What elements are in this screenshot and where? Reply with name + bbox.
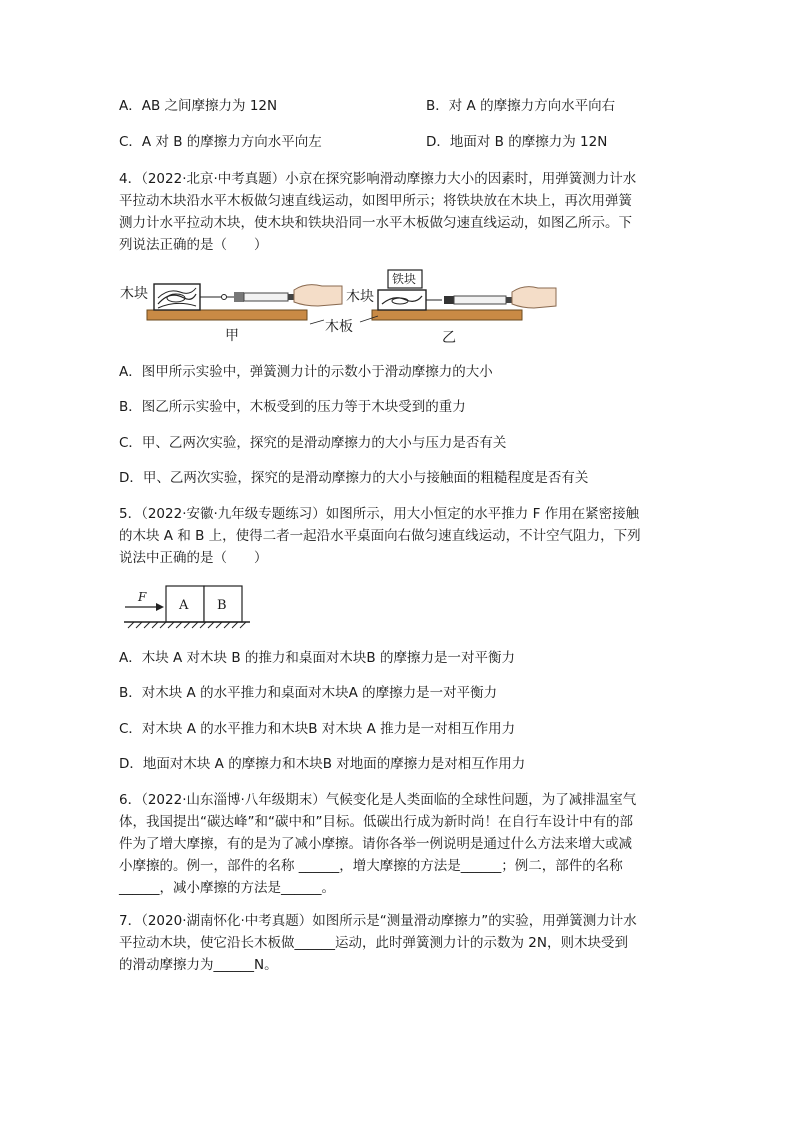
- q4-option-a: A．图甲所示实验中，弹簧测力计的示数小于滑动摩擦力的大小: [119, 364, 493, 380]
- q6-stem-line-3: 件为了增大摩擦，有的是为了减小摩擦。请你各举一例说明是通过什么方法来增大或减: [119, 836, 632, 852]
- q4-friction-experiment-figure: [110, 264, 570, 354]
- q4-option-c: C．甲、乙两次实验，探究的是滑动摩擦力的大小与压力是否有关: [119, 435, 507, 451]
- q3-option-a: A．AB 之间摩擦力为 12N: [119, 98, 278, 114]
- q4-option-d: D．甲、乙两次实验，探究的是滑动摩擦力的大小与接触面的粗糙程度是否有关: [119, 470, 589, 486]
- q5-option-c: C．对木块 A 的水平推力和木块B 对木块 A 推力是一对相互作用力: [119, 721, 516, 737]
- wood-block-left: [154, 284, 200, 310]
- q6-stem-line-4: 小摩擦的。例一，部件的名称 ______，增大摩擦的方法是______；例二，部件的名称: [119, 858, 623, 874]
- wooden-board-right: [372, 310, 522, 320]
- q5-stem-line-2: 的木块 A 和 B 上，使得二者一起沿水平桌面向右做匀速直线运动，不计空气阻力，下列: [119, 528, 641, 544]
- q7-stem-line-3: 的滑动摩擦力为______N。: [119, 957, 278, 973]
- q4-caption-left: 甲: [225, 328, 239, 344]
- q4-label-block-right: 木块: [346, 289, 374, 305]
- wooden-board-left: [147, 310, 307, 320]
- q5-stem-line-1: 5．（2022·安徽·九年级专题练习）如图所示，用大小恒定的水平推力 F 作用在紧密接触: [119, 506, 640, 522]
- q6-stem-line-1: 6．（2022·山东淄博·八年级期末）气候变化是人类面临的全球性问题，为了减排温室气: [119, 792, 637, 808]
- q7-stem-line-1: 7．（2020·湖南怀化·中考真题）如图所示是“测量滑动摩擦力”的实验，用弹簧测力计水: [119, 913, 637, 929]
- spring-scale-right: [426, 296, 512, 304]
- q5-option-a: A．木块 A 对木块 B 的推力和桌面对木块B 的摩擦力是一对平衡力: [119, 650, 515, 666]
- q4-stem-line-4: 列说法正确的是（ ）: [119, 237, 268, 253]
- q4-label-block-left: 木块: [120, 286, 148, 302]
- q4-option-b: B．图乙所示实验中，木板受到的压力等于木块受到的重力: [119, 399, 466, 415]
- q4-stem-line-3: 测力计水平拉动木块，使木块和铁块沿同一水平木板做匀速直线运动，如图乙所示。下: [119, 215, 632, 231]
- q5-option-d: D．地面对木块 A 的摩擦力和木块B 对地面的摩擦力是对相互作用力: [119, 756, 526, 772]
- hand-left: [294, 285, 342, 306]
- q7-stem-line-2: 平拉动木块，使它沿长木板做______运动，此时弹簧测力计的示数为 2N，则木块受到: [119, 935, 628, 951]
- q5-option-b: B．对木块 A 的水平推力和桌面对木块A 的摩擦力是一对平衡力: [119, 685, 498, 701]
- hand-right: [512, 287, 556, 308]
- q4-label-iron: 铁块: [392, 272, 417, 286]
- q4-caption-right: 乙: [442, 330, 456, 346]
- q4-label-board: 木板: [325, 319, 353, 335]
- q5-force-label: F: [138, 590, 147, 604]
- q3-option-d: D．地面对 B 的摩擦力为 12N: [426, 134, 608, 150]
- q5-block-b-label: B: [217, 598, 227, 613]
- q5-stem-line-3: 说法中正确的是（ ）: [119, 550, 268, 566]
- wood-block-right: [378, 290, 426, 310]
- q4-stem-line-2: 平拉动木块沿水平木板做匀速直线运动，如图甲所示；将铁块放在木块上，再次用弹簧: [119, 193, 632, 209]
- q3-option-c: C．A 对 B 的摩擦力方向水平向左: [119, 134, 322, 150]
- q4-stem-line-1: 4．（2022·北京·中考真题）小京在探究影响滑动摩擦力大小的因素时，用弹簧测力计水: [119, 171, 637, 187]
- q6-stem-line-5: ______，减小摩擦的方法是______。: [119, 880, 335, 896]
- q5-block-a-label: A: [179, 598, 189, 613]
- q6-stem-line-2: 体，我国提出“碳达峰”和“碳中和”目标。低碳出行成为新时尚！在自行车设计中有的部: [119, 814, 633, 830]
- q3-option-b: B．对 A 的摩擦力方向水平向右: [426, 98, 616, 114]
- spring-scale-left: [200, 292, 294, 302]
